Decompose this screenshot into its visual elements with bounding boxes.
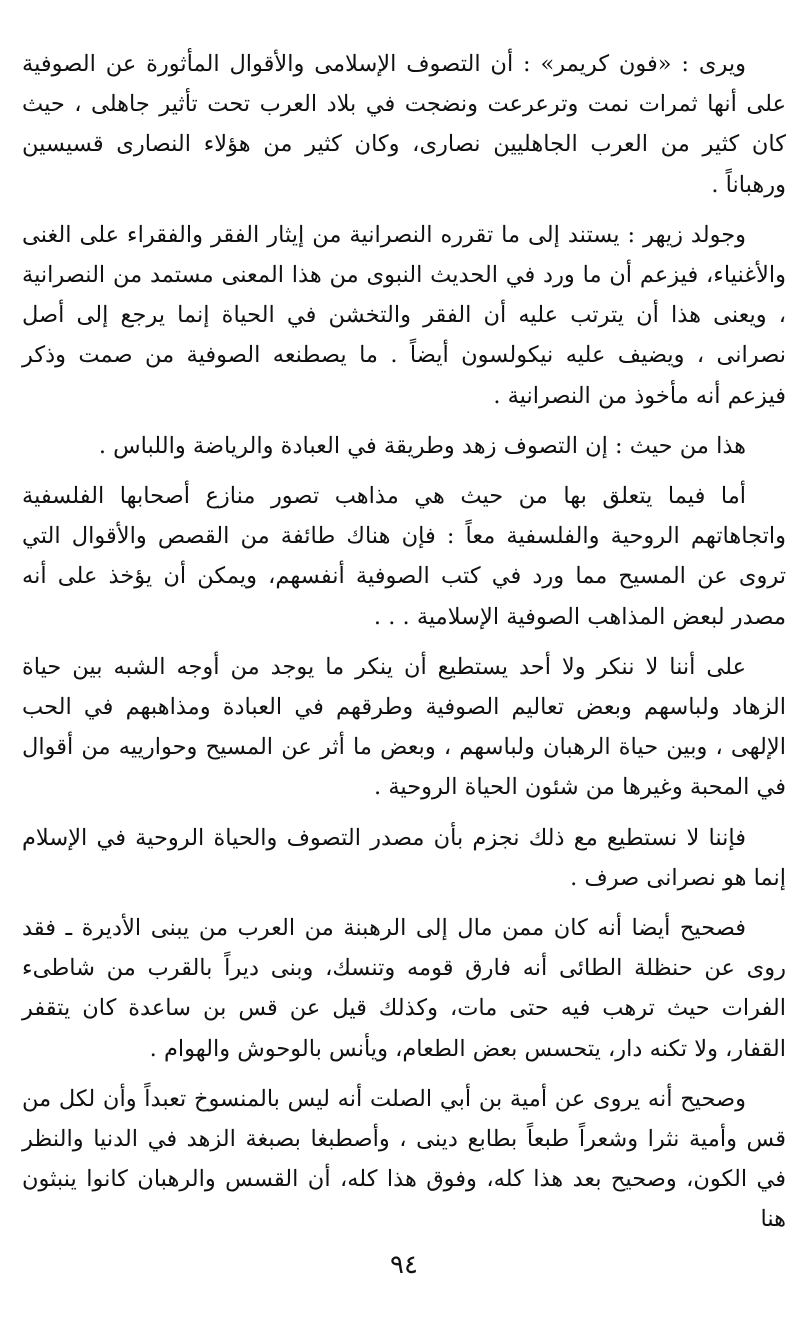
paragraph-asceticism: هذا من حيث : إن التصوف زهد وطريقة في العبادة والرياضة واللباس . <box>98 432 746 459</box>
paragraph-goldziher: وجولد زيهر : يستند إلى ما تقرره النصرانية من إيثار الفقر والفقراء على الغنى والأغنياء، فيزعم أن ما ورد في الحديث النبوى من هذا المعنى مستمد من النصرانية ، ويعنى هذا أن يترتب عليه أن الفقر والتخشن في الحياة إنما يرجع إلى أصل نصرانى ، ويضيف عليه نيكولسون أيضاً . ما يصطنعه الصوفية من صمت وذكر فيزعم أنه مأخوذ من النصرانية . <box>22 221 786 409</box>
paragraph-umayya: وصحيح أنه يروى عن أمية بن أبي الصلت أنه ليس بالمنسوخ تعبداً وأن لكل من قس وأمية نثرا وشعراً طبعاً بطابع دينى ، وأصطبغا بصبغة الزهد في الدنيا والنظر في الكون، وصحيح بعد هذا كله، وفوق هذا كله، أن القسس والرهبان كانوا ينبثون هنا <box>22 1085 786 1233</box>
paragraph-conclusion: فإننا لا نستطيع مع ذلك نجزم بأن مصدر التصوف والحياة الروحية في الإسلام إنما هو نصرانى صرف . <box>22 824 786 891</box>
page-body <box>22 44 786 1233</box>
page-number: ٩٤ <box>390 1250 418 1280</box>
paragraph-von-kremer: ويرى : «فون كريمر» : أن التصوف الإسلامى والأقوال المأثورة عن الصوفية على أنها ثمرات نمت وترعرعت ونضجت في بلاد العرب تحت تأثير جاهلى ، حيث كان كثير من العرب الجاهليين نصارى، وكان كثير من هؤلاء النصارى قسيسين ورهباناً . <box>22 51 786 198</box>
paragraph-similarities: على أننا لا ننكر ولا أحد يستطيع أن ينكر ما يوجد من أوجه الشبه بين حياة الزهاد ولباسهم وبعض تعاليم الصوفية وطرقهم في العبادة ومذاهبهم في الحب الإلهى ، وبين حياة الرهبان ولباسهم ، وبعض ما أثر عن المسيح وحوارييه من أقوال في المحبة وغيرها من شئون الحياة الروحية . <box>22 653 786 801</box>
paragraph-philosophical-schools: أما فيما يتعلق بها من حيث هي مذاهب تصور منازع أصحابها الفلسفية واتجاهاتهم الروحية والفلسفية معاً : فإن هناك طائفة من القصص والأقوال التي تروى عن المسيح مما ورد في كتب الصوفية أنفسهم، ويمكن أن يؤخذ على أنه مصدر لبعض المذاهب الصوفية الإسلامية . . . <box>22 483 786 630</box>
paragraph-monasticism: فصحيح أيضا أنه كان ممن مال إلى الرهبنة من العرب من يبنى الأديرة ـ فقد روى عن حنظلة الطائى أنه فارق قومه وتنسك، وبنى ديراً بالقرب من شاطىء الفرات حيث ترهب فيه حتى مات، وكذلك قيل عن قس بن ساعدة كان يتقفر القفار، ولا تكنه دار، يتحسس بعض الطعام، ويأنس بالوحوش والهوام . <box>22 915 786 1062</box>
